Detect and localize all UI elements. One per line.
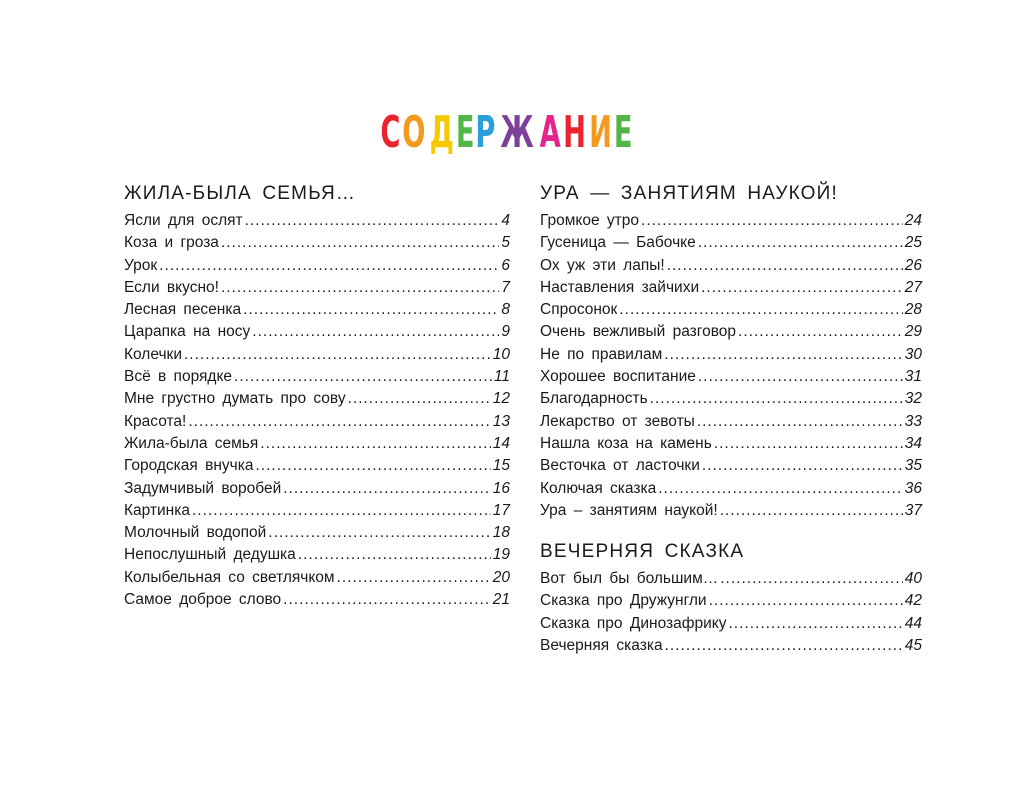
toc-entry-title: Ясли для ослят bbox=[124, 212, 243, 229]
toc-entry[interactable] bbox=[540, 232, 922, 254]
dot-leader bbox=[698, 366, 903, 388]
dot-leader bbox=[268, 522, 490, 544]
toc-entry[interactable] bbox=[124, 522, 510, 544]
toc-entry-title: Ура – занятиям наукой! bbox=[540, 501, 718, 519]
toc-page-number: 13 bbox=[492, 412, 510, 430]
toc-entry[interactable] bbox=[124, 500, 510, 522]
toc-entry[interactable] bbox=[124, 210, 510, 232]
dot-leader bbox=[701, 277, 903, 299]
toc-entry[interactable] bbox=[540, 590, 922, 612]
dot-leader bbox=[665, 635, 903, 657]
dot-leader bbox=[337, 567, 491, 589]
dot-leader bbox=[159, 255, 499, 277]
toc-page-number: 10 bbox=[492, 345, 510, 363]
dot-leader bbox=[650, 388, 903, 410]
toc-entry-title: Весточка от ласточки bbox=[540, 457, 700, 475]
toc-entry-title: Если вкусно! bbox=[124, 278, 219, 296]
toc-entry[interactable] bbox=[540, 277, 922, 299]
dot-leader bbox=[255, 455, 490, 477]
toc-entry[interactable] bbox=[540, 321, 922, 343]
toc-page-number: 35 bbox=[904, 457, 922, 475]
title-letter: А bbox=[539, 107, 562, 159]
toc-entry-title: Картинка bbox=[124, 501, 190, 519]
toc-entry[interactable] bbox=[540, 388, 922, 410]
toc-entry[interactable] bbox=[124, 255, 510, 277]
toc-page-number: 6 bbox=[501, 256, 510, 274]
toc-page-number: 15 bbox=[492, 457, 510, 475]
toc-page-number: 20 bbox=[492, 568, 510, 586]
toc-page-number: 25 bbox=[904, 234, 922, 252]
toc-entry[interactable] bbox=[124, 232, 510, 254]
toc-entry[interactable] bbox=[540, 613, 922, 635]
dot-leader bbox=[260, 433, 490, 455]
toc-page-number: 12 bbox=[492, 390, 510, 408]
toc-entry[interactable] bbox=[124, 478, 510, 500]
dot-leader bbox=[283, 589, 491, 611]
dot-leader bbox=[709, 590, 903, 612]
toc-page-number: 8 bbox=[501, 301, 510, 319]
toc-entry-title: Колючая сказка bbox=[540, 479, 657, 497]
dot-leader bbox=[664, 344, 902, 366]
toc-entry[interactable] bbox=[124, 344, 510, 366]
title-letter: Н bbox=[563, 107, 587, 159]
toc-entry-title: Наставления зайчихи bbox=[540, 278, 700, 296]
toc-entry-title: Вечерняя сказка bbox=[540, 637, 663, 655]
toc-entry[interactable] bbox=[124, 567, 510, 589]
page-title bbox=[0, 107, 1013, 159]
dot-leader bbox=[667, 255, 903, 277]
toc-entry[interactable] bbox=[540, 500, 922, 522]
dot-leader bbox=[234, 366, 492, 388]
toc-page-number: 5 bbox=[501, 234, 510, 252]
toc-page-number: 4 bbox=[501, 212, 510, 229]
toc-column-right bbox=[540, 180, 922, 657]
section-heading: УРА — ЗАНЯТИЯМ НАУКОЙ! bbox=[540, 183, 838, 204]
toc-page-number: 9 bbox=[501, 323, 510, 341]
toc-entry[interactable] bbox=[540, 568, 922, 590]
dot-leader bbox=[245, 210, 500, 232]
toc-entry[interactable] bbox=[124, 455, 510, 477]
toc-entry-title: Царапка на носу bbox=[124, 323, 251, 341]
toc-entry-title: Задумчивый воробей bbox=[124, 479, 282, 497]
dot-leader bbox=[221, 232, 499, 254]
toc-entry[interactable] bbox=[540, 411, 922, 433]
toc-entry[interactable] bbox=[124, 433, 510, 455]
section-heading: ЖИЛА-БЫЛА СЕМЬЯ… bbox=[124, 183, 357, 204]
title-letter: Ж bbox=[500, 107, 535, 159]
toc-page-number: 31 bbox=[904, 368, 922, 386]
toc-entry[interactable] bbox=[124, 544, 510, 566]
toc-entry[interactable] bbox=[124, 277, 510, 299]
toc-entry-title: Ох уж эти лапы! bbox=[540, 256, 665, 274]
toc-page-number: 45 bbox=[904, 637, 922, 655]
toc-page-number: 7 bbox=[501, 278, 510, 296]
toc-page-number: 16 bbox=[492, 479, 510, 497]
dot-leader bbox=[252, 321, 499, 343]
toc-entry[interactable] bbox=[540, 255, 922, 277]
toc-page-number: 27 bbox=[904, 278, 922, 296]
toc-entry-title: Нашла коза на камень bbox=[540, 434, 712, 452]
toc-page-number: 29 bbox=[904, 323, 922, 341]
toc-entry-title: Вот был бы большим… bbox=[540, 570, 719, 588]
toc-entry-title: Колечки bbox=[124, 345, 182, 363]
toc-entry-title: Непослушный дедушка bbox=[124, 546, 296, 564]
toc-entry-title: Благодарность bbox=[540, 390, 648, 408]
toc-page-number: 11 bbox=[493, 368, 510, 386]
toc-entry[interactable] bbox=[540, 344, 922, 366]
dot-leader bbox=[697, 411, 903, 433]
toc-entry[interactable] bbox=[540, 455, 922, 477]
toc-entry-title: Гусеница — Бабочке bbox=[540, 234, 696, 252]
toc-column-left bbox=[124, 180, 510, 611]
toc-entry[interactable] bbox=[540, 635, 922, 657]
toc-page-number: 34 bbox=[904, 434, 922, 452]
title-letter: Р bbox=[475, 107, 496, 159]
title-letter: Д bbox=[429, 107, 455, 159]
toc-entry-title: Урок bbox=[124, 256, 158, 274]
dot-leader bbox=[619, 299, 902, 321]
dot-leader bbox=[184, 344, 491, 366]
dot-leader bbox=[192, 500, 491, 522]
toc-entry-title: Молочный водопой bbox=[124, 524, 267, 542]
toc-page-number: 33 bbox=[904, 412, 922, 430]
dot-leader bbox=[720, 500, 903, 522]
toc-page-number: 28 bbox=[904, 301, 922, 319]
toc-entry-title: Жила-была семья bbox=[124, 434, 259, 452]
dot-leader bbox=[658, 478, 903, 500]
toc-entry-title: Лекарство от зевоты bbox=[540, 412, 695, 430]
toc-list bbox=[540, 568, 922, 657]
toc-page-number: 32 bbox=[904, 390, 922, 408]
dot-leader bbox=[243, 299, 499, 321]
toc-entry-title: Коза и гроза bbox=[124, 234, 219, 252]
toc-entry-title: Сказка про Дружунгли bbox=[540, 592, 707, 610]
dot-leader bbox=[728, 613, 902, 635]
dot-leader bbox=[641, 210, 903, 232]
toc-entry-title: Колыбельная со светлячком bbox=[124, 568, 335, 586]
toc-entry-title: Сказка про Динозафрику bbox=[540, 614, 727, 632]
toc-entry[interactable] bbox=[540, 433, 922, 455]
toc-entry[interactable] bbox=[124, 366, 510, 388]
toc-entry-title: Хорошее воспитание bbox=[540, 368, 696, 386]
toc-page-number: 14 bbox=[492, 434, 510, 452]
toc-entry-title: Красота! bbox=[124, 412, 187, 430]
toc-entry[interactable] bbox=[124, 321, 510, 343]
section-heading: ВЕЧЕРНЯЯ СКАЗКА bbox=[540, 541, 745, 563]
title-letter: О bbox=[402, 107, 427, 159]
toc-entry-title: Спросонок bbox=[540, 301, 618, 319]
toc-page-number: 30 bbox=[904, 345, 922, 363]
toc-entry[interactable] bbox=[124, 299, 510, 321]
toc-page-number: 19 bbox=[492, 546, 510, 564]
toc-page-number: 24 bbox=[904, 212, 922, 229]
dot-leader bbox=[702, 455, 903, 477]
toc-entry-title: Всё в порядке bbox=[124, 368, 233, 386]
toc-list bbox=[540, 210, 922, 522]
toc-entry[interactable] bbox=[540, 478, 922, 500]
toc-entry-title: Лесная песенка bbox=[124, 301, 242, 319]
toc-list bbox=[124, 210, 510, 611]
toc-entry-title: Городская внучка bbox=[124, 457, 254, 475]
toc-page-number: 40 bbox=[904, 570, 922, 588]
title-letter: Е bbox=[613, 107, 634, 159]
toc-entry[interactable] bbox=[540, 299, 922, 321]
title-letter: Е bbox=[455, 107, 476, 159]
toc-entry[interactable] bbox=[124, 589, 510, 611]
toc-entry-title: Самое доброе слово bbox=[124, 591, 282, 609]
dot-leader bbox=[698, 232, 903, 254]
dot-leader bbox=[348, 388, 491, 410]
toc-page-number: 44 bbox=[904, 614, 922, 632]
dot-leader bbox=[283, 478, 491, 500]
dot-leader bbox=[221, 277, 499, 299]
toc-page-number: 36 bbox=[904, 479, 922, 497]
toc-entry-title: Мне грустно думать про сову bbox=[124, 390, 346, 408]
toc-page-number: 21 bbox=[492, 591, 510, 609]
toc-page-number: 37 bbox=[904, 501, 922, 519]
toc-entry-title: Не по правилам bbox=[540, 345, 663, 363]
toc-entry[interactable] bbox=[124, 388, 510, 410]
toc-entry[interactable] bbox=[124, 411, 510, 433]
toc-page-number: 26 bbox=[904, 256, 922, 274]
toc-entry-title: Очень вежливый разговор bbox=[540, 323, 737, 341]
dot-leader bbox=[188, 411, 490, 433]
dot-leader bbox=[720, 568, 903, 590]
dot-leader bbox=[714, 433, 903, 455]
toc-page-number: 18 bbox=[492, 524, 510, 542]
dot-leader bbox=[298, 544, 491, 566]
title-letter: И bbox=[589, 107, 613, 159]
toc-page-number: 42 bbox=[904, 592, 922, 610]
dot-leader bbox=[738, 321, 903, 343]
title-letter: С bbox=[380, 107, 402, 159]
toc-entry[interactable] bbox=[540, 366, 922, 388]
toc-entry[interactable] bbox=[540, 210, 922, 232]
toc-entry-title: Громкое утро bbox=[540, 212, 640, 229]
toc-page-number: 17 bbox=[492, 501, 510, 519]
